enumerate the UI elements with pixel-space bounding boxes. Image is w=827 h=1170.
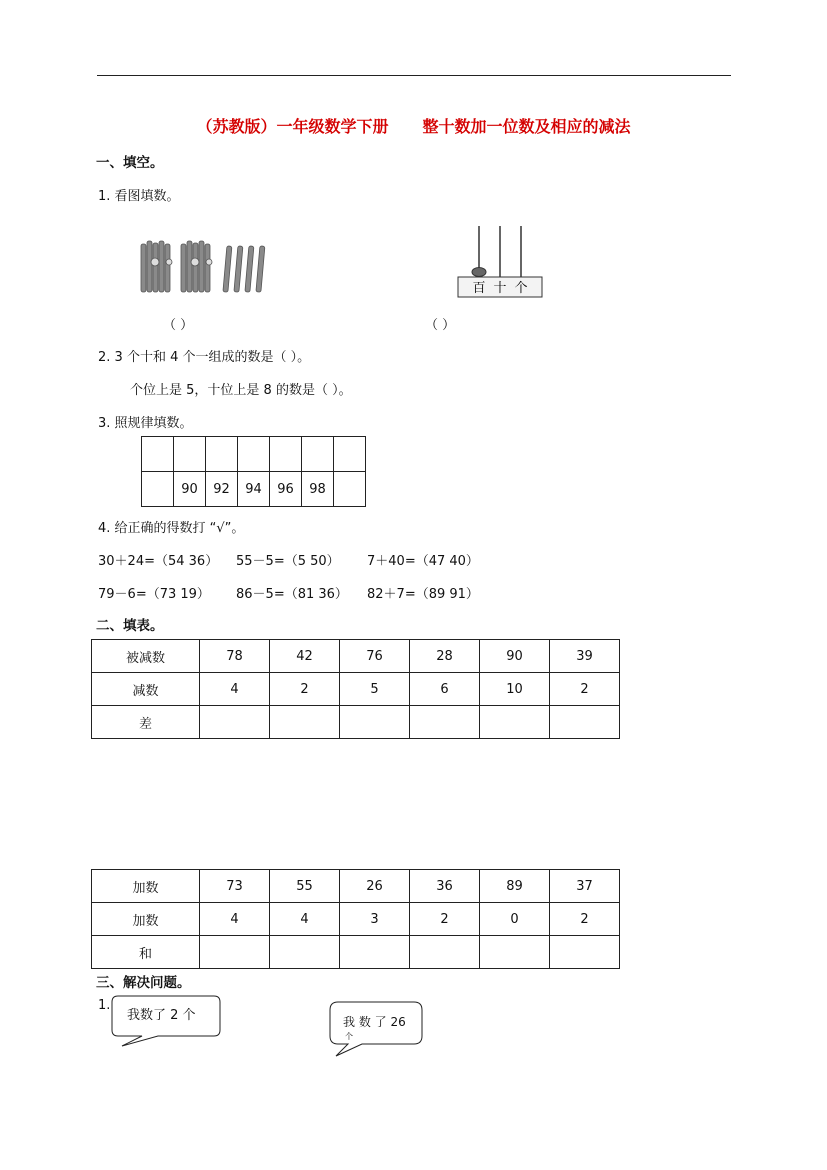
table-cell: 37 xyxy=(550,870,620,903)
table-cell: 26 xyxy=(340,870,410,903)
table-cell: 76 xyxy=(340,640,410,673)
q1-blank-a[interactable]: （ ） xyxy=(163,318,194,333)
table-cell: 4 xyxy=(200,673,270,706)
q4-item[interactable]: 86－5=（81 36） xyxy=(236,587,348,602)
q4-item[interactable]: 30＋24=（54 36） xyxy=(98,554,219,569)
table-cell: 42 xyxy=(270,640,340,673)
single-stick xyxy=(234,246,243,292)
row-header: 减数 xyxy=(92,673,200,706)
table-cell: 55 xyxy=(270,870,340,903)
answer-cell[interactable] xyxy=(200,936,270,969)
table-row xyxy=(92,903,620,936)
q2-line2: 个位上是 5，十位上是 8 的数是（ ）。 xyxy=(130,383,352,398)
table-cell: 3 xyxy=(340,903,410,936)
q1-label: 1. 看图填数。 xyxy=(98,189,180,204)
table-cell: 10 xyxy=(480,673,550,706)
answer-cell[interactable] xyxy=(410,936,480,969)
single-stick xyxy=(245,246,254,292)
table-cell: 36 xyxy=(410,870,480,903)
pattern-cell[interactable] xyxy=(334,437,366,472)
row-header: 加数 xyxy=(92,870,200,903)
title-right: 整十数加一位数及相应的减法 xyxy=(422,117,631,136)
table-row xyxy=(142,437,366,472)
bubble-1-text: 我数了 2 个 xyxy=(127,1008,196,1023)
answer-cell[interactable] xyxy=(410,706,480,739)
answer-cell[interactable] xyxy=(550,936,620,969)
table-row xyxy=(92,870,620,903)
q2-line1: 2. 3 个十和 4 个一组成的数是（ ）。 xyxy=(98,350,311,365)
speech-bubble-2 xyxy=(328,1000,426,1060)
sticks-illustration xyxy=(135,238,275,298)
single-stick xyxy=(256,246,265,292)
table-cell: 5 xyxy=(340,673,410,706)
table-row xyxy=(92,673,620,706)
table-cell: 2 xyxy=(410,903,480,936)
pattern-cell[interactable] xyxy=(206,437,238,472)
row-header: 和 xyxy=(92,936,200,969)
table-row xyxy=(92,936,620,969)
table-row xyxy=(92,640,620,673)
row-header: 差 xyxy=(92,706,200,739)
answer-cell[interactable] xyxy=(340,936,410,969)
pattern-cell: 90 xyxy=(174,472,206,507)
table-cell: 2 xyxy=(550,673,620,706)
pattern-cell[interactable] xyxy=(302,437,334,472)
bundle-of-ten xyxy=(181,241,212,292)
abacus-label-tens: 十 xyxy=(493,281,507,296)
pattern-cell[interactable] xyxy=(142,472,174,507)
pattern-cell[interactable] xyxy=(270,437,302,472)
table-cell: 89 xyxy=(480,870,550,903)
q4-item[interactable]: 7＋40=（47 40） xyxy=(367,554,479,569)
q1-blank-b[interactable]: （ ） xyxy=(425,318,456,333)
section-1-heading: 一、填空。 xyxy=(96,155,164,171)
q4-item[interactable]: 79－6=（73 19） xyxy=(98,587,210,602)
bundle-of-ten xyxy=(141,241,172,292)
q3-label: 3. 照规律填数。 xyxy=(98,416,193,431)
q4-label: 4. 给正确的得数打 “√”。 xyxy=(98,521,245,536)
abacus-label-hundreds: 百 xyxy=(472,281,486,296)
answer-cell[interactable] xyxy=(480,936,550,969)
section-3-heading: 三、解决问题。 xyxy=(96,975,191,991)
pattern-cell: 94 xyxy=(238,472,270,507)
table-cell: 39 xyxy=(550,640,620,673)
pattern-cell[interactable] xyxy=(334,472,366,507)
row-header: 加数 xyxy=(92,903,200,936)
table-cell: 0 xyxy=(480,903,550,936)
section-2-heading: 二、填表。 xyxy=(96,618,164,634)
table-cell: 4 xyxy=(270,903,340,936)
pattern-cell[interactable] xyxy=(174,437,206,472)
bubble-2-extra: 个 xyxy=(345,1032,353,1041)
table-cell: 28 xyxy=(410,640,480,673)
table-cell: 6 xyxy=(410,673,480,706)
table-row xyxy=(142,472,366,507)
table-cell: 2 xyxy=(270,673,340,706)
q4-item[interactable]: 82＋7=（89 91） xyxy=(367,587,479,602)
title-left: （苏教版）一年级数学下册 xyxy=(196,117,389,136)
table-row xyxy=(92,706,620,739)
q4-item[interactable]: 55－5=（5 50） xyxy=(236,554,340,569)
row-header: 被减数 xyxy=(92,640,200,673)
header-rule xyxy=(97,75,731,76)
pattern-cell: 96 xyxy=(270,472,302,507)
addition-table xyxy=(91,869,620,969)
answer-cell[interactable] xyxy=(550,706,620,739)
answer-cell[interactable] xyxy=(270,936,340,969)
pattern-cell: 98 xyxy=(302,472,334,507)
subtraction-table xyxy=(91,639,620,739)
pattern-cell[interactable] xyxy=(142,437,174,472)
abacus-illustration xyxy=(455,222,545,300)
answer-cell[interactable] xyxy=(480,706,550,739)
table-cell: 73 xyxy=(200,870,270,903)
abacus-bead xyxy=(472,268,486,277)
table-cell: 78 xyxy=(200,640,270,673)
table-cell: 4 xyxy=(200,903,270,936)
q5-label: 1. xyxy=(98,998,111,1013)
answer-cell[interactable] xyxy=(340,706,410,739)
bubble-2-text: 我 数 了 26 xyxy=(343,1015,406,1029)
table-cell: 2 xyxy=(550,903,620,936)
answer-cell[interactable] xyxy=(270,706,340,739)
page-title xyxy=(0,114,827,137)
single-stick xyxy=(223,246,232,292)
abacus-label-ones: 个 xyxy=(514,281,528,296)
table-cell: 90 xyxy=(480,640,550,673)
answer-cell[interactable] xyxy=(200,706,270,739)
pattern-cell: 92 xyxy=(206,472,238,507)
pattern-cell[interactable] xyxy=(238,437,270,472)
pattern-table xyxy=(141,436,366,507)
